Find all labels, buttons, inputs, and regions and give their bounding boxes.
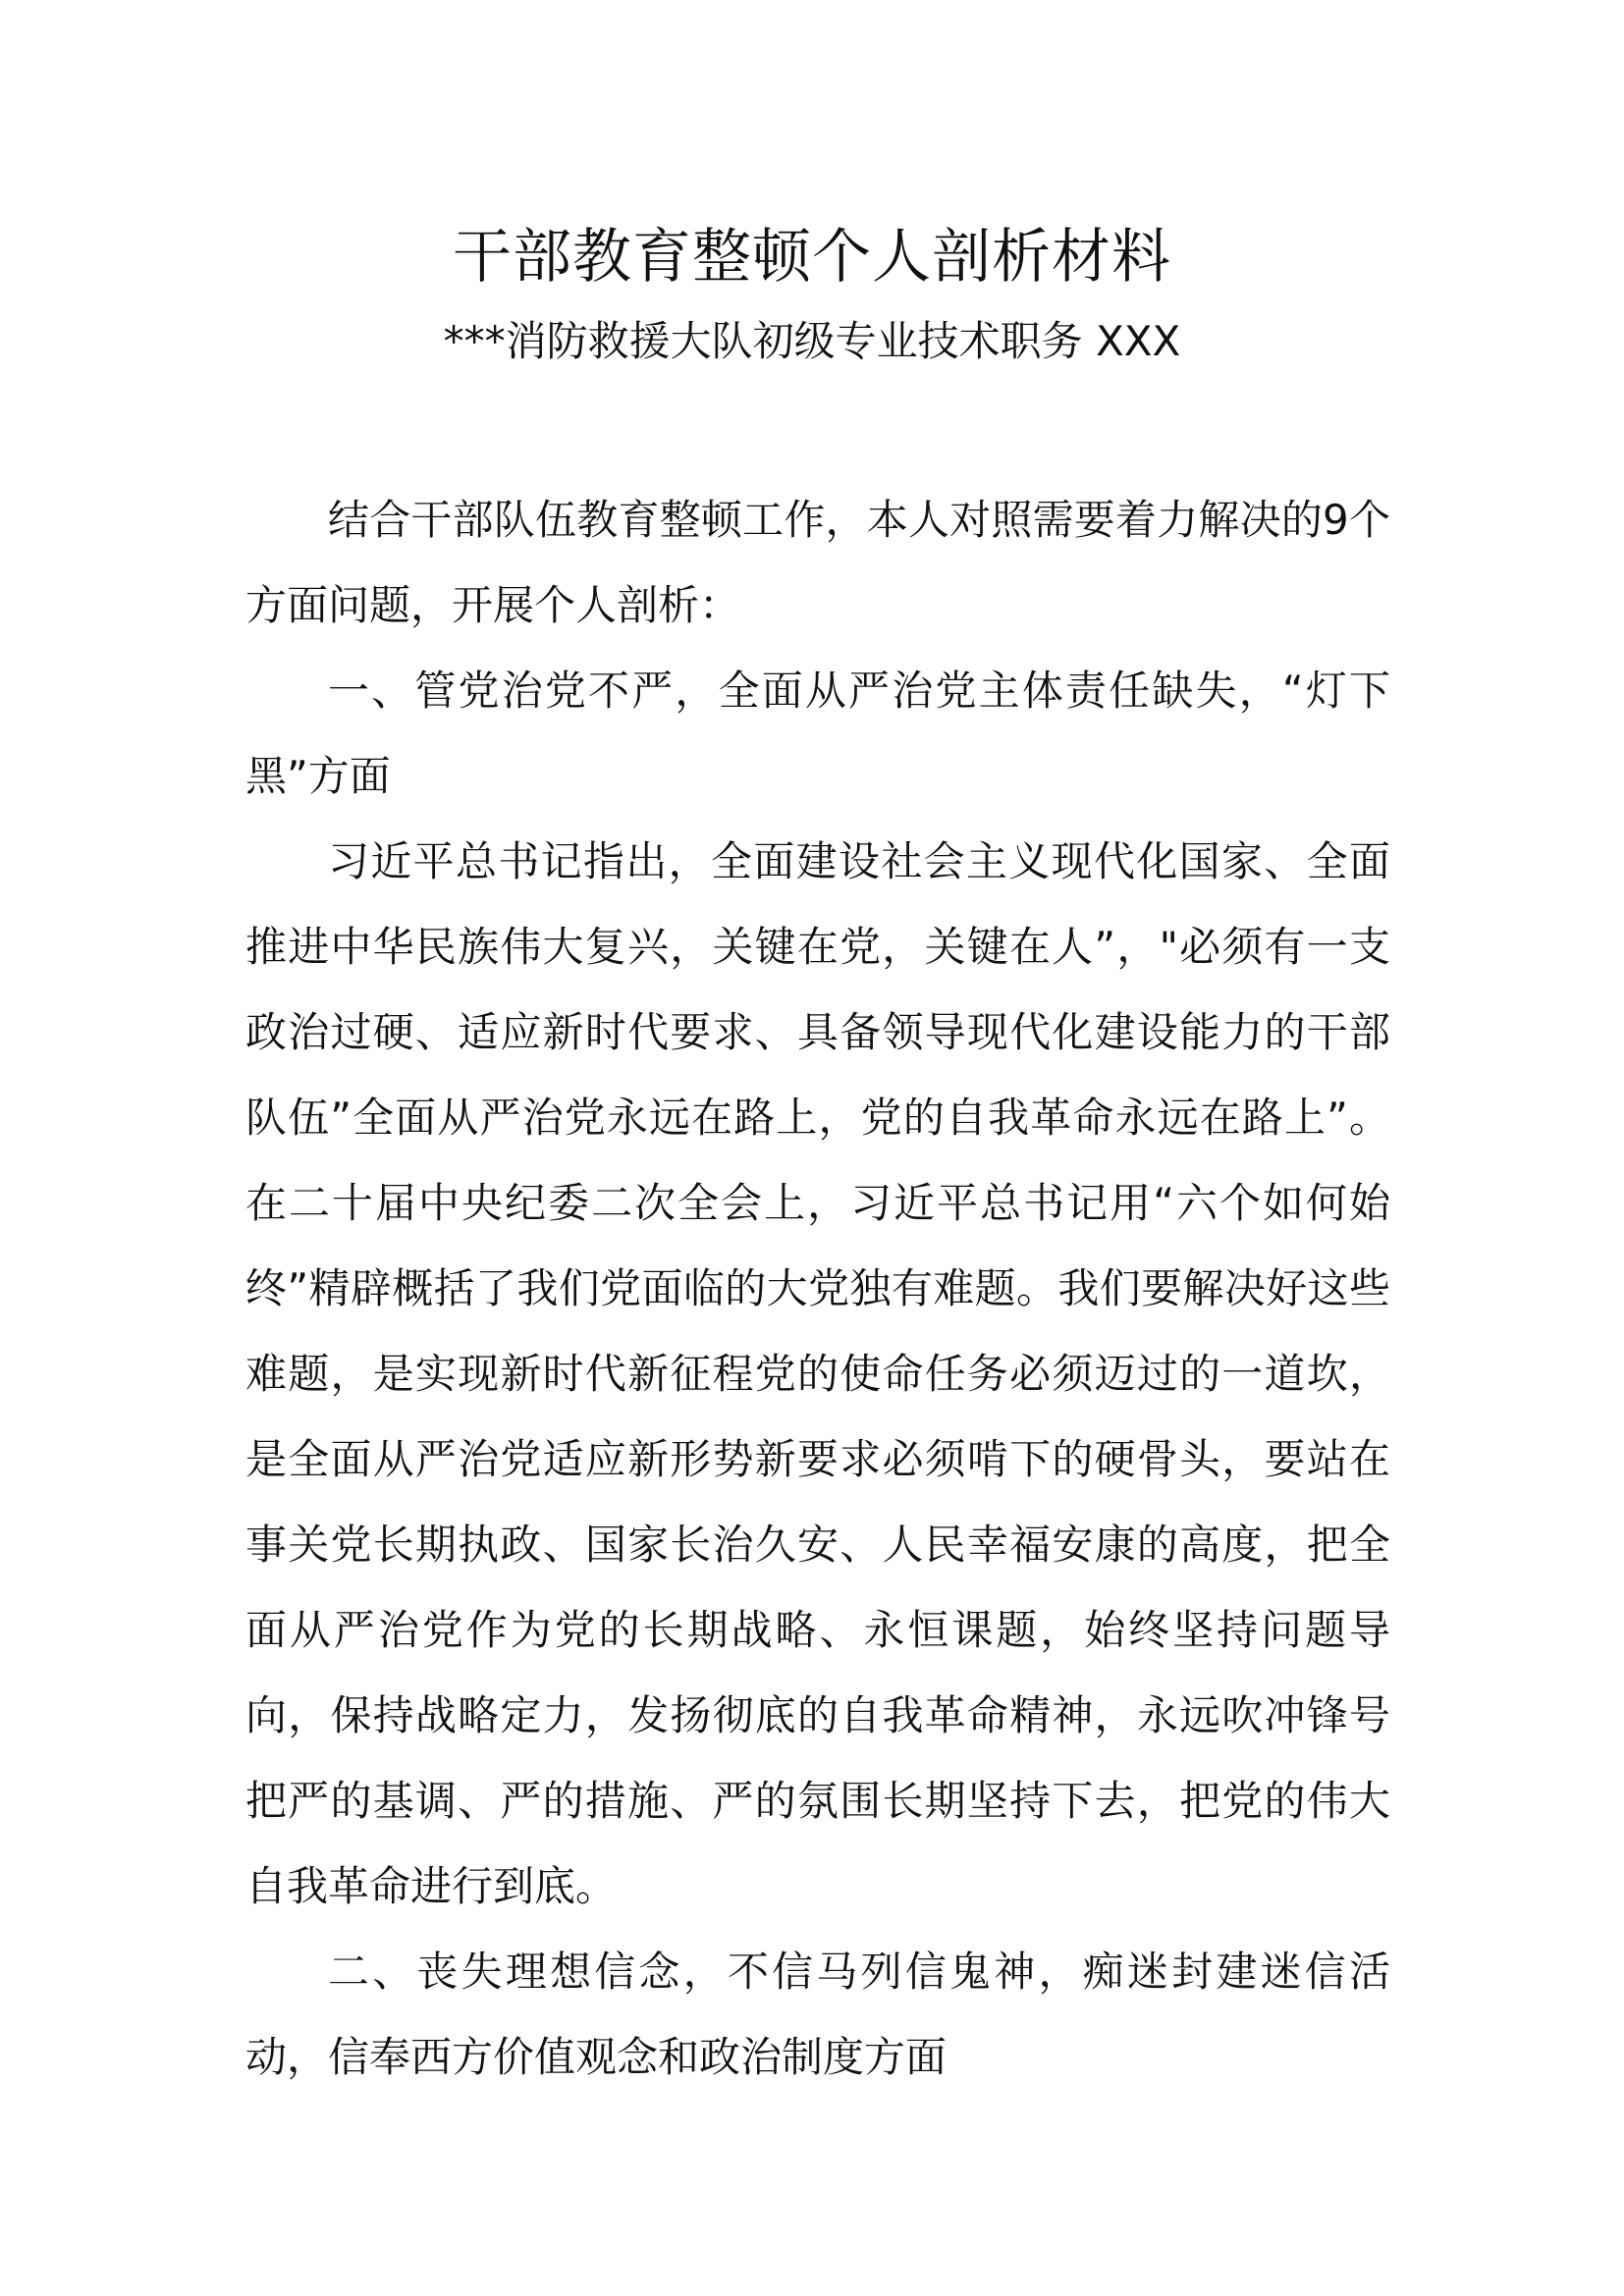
section-heading-1: 一、管党治党不严，全面从严治党主体责任缺失，“灯下黑”方面 [245, 667, 1390, 800]
document-body [245, 477, 1390, 2100]
page-title: 干部教育整顿个人剖析材料 [453, 223, 1171, 292]
author-line: ***消防救援大队初级专业技术职务 XXX [443, 317, 1181, 365]
body-paragraph: 习近平总书记指出，全面建设社会主义现代化国家、全面推进中华民族伟大复兴，关键在党，关键在人”，"必须有一支政治过硬、适应新时代要求、具备领导现代化建设能力的干部队伍”全面从严治党永远在路上，党的自我革命永远在路上”。在二十届中央纪委二次全会上，习近平总书记用“六个如何始终”精辟概括了我们党面临的大党独有难题。我们要解决好这些难题，是实现新时代新征程党的使命任务必须迈过的一道坎，是全面从严治党适应新形势新要求必须啃下的硬骨头，要站在事关党长期执政、国家长治久安、人民幸福安康的高度，把全面从严治党作为党的长期战略、永恒课题，始终坚持问题导向，保持战略定力，发扬彻底的自我革命精神，永远吹冲锋号把严的基调、严的措施、严的氛围长期坚持下去，把党的伟大自我革命进行到底。 [245, 837, 1390, 1910]
intro-paragraph: 结合干部队伍教育整顿工作，本人对照需要着力解决的9个方面问题，开展个人剖析： [245, 496, 1390, 629]
section-heading-2: 二、丧失理想信念，不信马列信鬼神，痴迷封建迷信活动，信奉西方价值观念和政治制度方面 [245, 1948, 1390, 2081]
